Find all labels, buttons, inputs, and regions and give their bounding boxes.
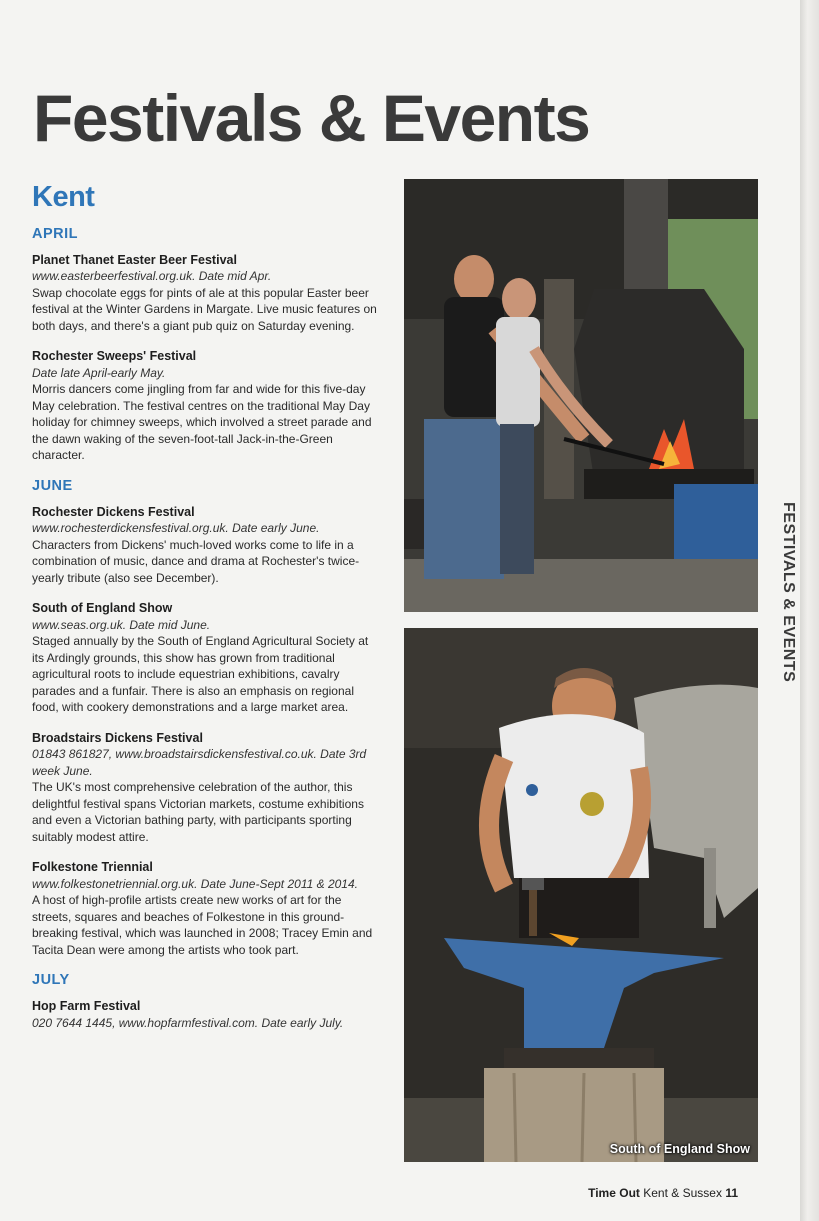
- month-heading: JULY: [32, 972, 70, 989]
- event-title: South of England Show: [32, 601, 173, 616]
- event-title: Planet Thanet Easter Beer Festival: [32, 252, 237, 267]
- event-entry: [32, 600, 382, 716]
- event-entry: [32, 859, 382, 958]
- month-section-june: [32, 478, 382, 959]
- event-entry: [32, 998, 382, 1031]
- event-title: Broadstairs Dickens Festival: [32, 730, 203, 745]
- event-info: www.easterbeerfestival.org.uk. Date mid Apr.: [32, 269, 272, 284]
- event-info: www.folkestonetriennial.org.uk. Date June-Sept 2011 & 2014.: [32, 876, 358, 891]
- event-description: Staged annually by the South of England Agricultural Society at its Ardingly grounds, this show has grown from traditional agricultural roots to include equestrian exhibitions, cavalry parades and a funfair. There is also an emphasis on regional food, with cookery demonstrations and a large market area.: [32, 634, 369, 715]
- month-section-july: [32, 972, 382, 1031]
- event-description: A host of high-profile artists create new works of art for the streets, squares and beaches of Folkestone in this ground-breaking festival, which was launched in 2008; Tracey Emin and Tacita Dean were among the artists who took part.: [32, 893, 373, 957]
- event-description: The UK's most comprehensive celebration of the author, this delightful festival spans Victorian markets, costume exhibitions and even a Victorian bathing party, with participants sporting suitably modest attire.: [32, 780, 364, 844]
- event-description: Swap chocolate eggs for pints of ale at this popular Easter beer festival at the Winter Gardens in Margate. Live music features on both days, and there's a giant pub quiz on Saturday evening.: [32, 285, 377, 333]
- month-section-april: [32, 226, 382, 464]
- event-title: Hop Farm Festival: [32, 999, 141, 1014]
- event-description: Characters from Dickens' much-loved works come to life in a combination of music, dance and drama at Rochester's twice-yearly tribute (also see December).: [32, 537, 360, 585]
- page-title: Festivals & Events: [33, 81, 590, 155]
- photo-caption: South of England Show: [609, 1142, 750, 1156]
- event-entry: [32, 504, 382, 587]
- event-entry: [32, 730, 382, 846]
- month-heading: APRIL: [32, 225, 78, 242]
- event-title: Rochester Sweeps' Festival: [32, 349, 197, 364]
- event-info: 020 7644 1445, www.hopfarmfestival.com. Date early July.: [32, 1015, 344, 1030]
- event-info: Date late April-early May.: [32, 365, 166, 380]
- event-entry: [32, 348, 382, 464]
- event-info: www.rochesterdickensfestival.org.uk. Date early June.: [32, 521, 320, 536]
- month-heading: JUNE: [32, 477, 73, 494]
- event-title: Rochester Dickens Festival: [32, 504, 195, 519]
- text-column: [32, 182, 382, 1045]
- page-footer: [588, 1186, 738, 1200]
- footer-guide: Kent & Sussex: [643, 1186, 722, 1200]
- section-side-tab: FESTIVALS & EVENTS: [780, 502, 797, 683]
- anvil-illustration: [404, 628, 758, 1162]
- event-description: Morris dancers come jingling from far and wide for this five-day May celebration. The festival centres on the traditional May Day holiday for chimney sweeps, which involved a street parade and the dawn waking of the seven-foot-tall Jack-in-the-Green character.: [32, 382, 372, 463]
- region-heading: Kent: [32, 181, 95, 213]
- forge-illustration: [404, 179, 758, 612]
- event-entry: [32, 252, 382, 335]
- page-number: 11: [725, 1186, 738, 1200]
- photo-forge: [404, 179, 758, 612]
- event-title: Folkestone Triennial: [32, 860, 153, 875]
- event-info: www.seas.org.uk. Date mid June.: [32, 617, 211, 632]
- photo-anvil: [404, 628, 758, 1162]
- page-edge: [800, 0, 819, 1221]
- footer-brand: Time Out: [588, 1186, 640, 1200]
- event-info: 01843 861827, www.broadstairsdickensfestival.co.uk. Date 3rd week June.: [32, 747, 367, 778]
